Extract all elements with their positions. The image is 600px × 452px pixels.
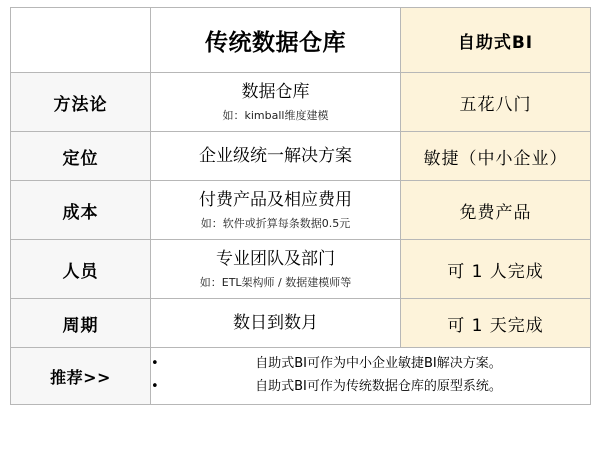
recommendation-list: [151, 353, 590, 399]
table-row: [11, 181, 591, 240]
row-label-cost: 成本: [11, 181, 151, 240]
cell-main-text: 数日到数月: [233, 312, 318, 333]
cell-selfbi-personnel: 可 1 人完成: [401, 240, 591, 299]
cell-traditional-personnel: [151, 240, 401, 299]
row-label-recommendation: 推荐>>: [11, 348, 151, 405]
cell-main-text: 数据仓库: [241, 82, 310, 103]
list-item: • 自助式BI可作为传统数据仓库的原型系统。: [151, 376, 590, 399]
cell-selfbi-cost: 免费产品: [401, 181, 591, 240]
recommendation-row: [11, 348, 591, 405]
table-row: [11, 73, 591, 132]
cell-note-text: 如：ETL架构师 / 数据建模师等: [199, 276, 352, 290]
comparison-table: [10, 7, 591, 405]
header-self-service-bi: 自助式BI: [401, 8, 591, 73]
cell-traditional-methodology: [151, 73, 401, 132]
recommendation-content: [151, 348, 591, 405]
list-item: • 自助式BI可作为中小企业敏捷BI解决方案。: [151, 353, 590, 376]
comparison-sheet: [0, 7, 600, 452]
cell-main-text: 企业级统一解决方案: [199, 145, 352, 166]
header-traditional-dw: 传统数据仓库: [151, 8, 401, 73]
cell-traditional-cost: [151, 181, 401, 240]
row-label-personnel: 人员: [11, 240, 151, 299]
cell-selfbi-positioning: 敏捷（中小企业）: [401, 132, 591, 181]
cell-note-text: 如：kimball维度建模: [222, 109, 329, 123]
cell-traditional-positioning: [151, 132, 401, 181]
cell-selfbi-cycle: 可 1 天完成: [401, 299, 591, 348]
cell-note-text: 如：软件或折算每条数据0.5元: [200, 217, 351, 231]
table-row: [11, 299, 591, 348]
table-row: [11, 240, 591, 299]
cell-traditional-cycle: [151, 299, 401, 348]
cell-main-text: 专业团队及部门: [216, 249, 335, 270]
cell-main-text: 付费产品及相应费用: [199, 190, 352, 211]
row-label-cycle: 周期: [11, 299, 151, 348]
cell-selfbi-methodology: 五花八门: [401, 73, 591, 132]
row-label-methodology: 方法论: [11, 73, 151, 132]
table-header-row: [11, 8, 591, 73]
header-corner-cell: [11, 8, 151, 73]
row-label-positioning: 定位: [11, 132, 151, 181]
table-row: [11, 132, 591, 181]
